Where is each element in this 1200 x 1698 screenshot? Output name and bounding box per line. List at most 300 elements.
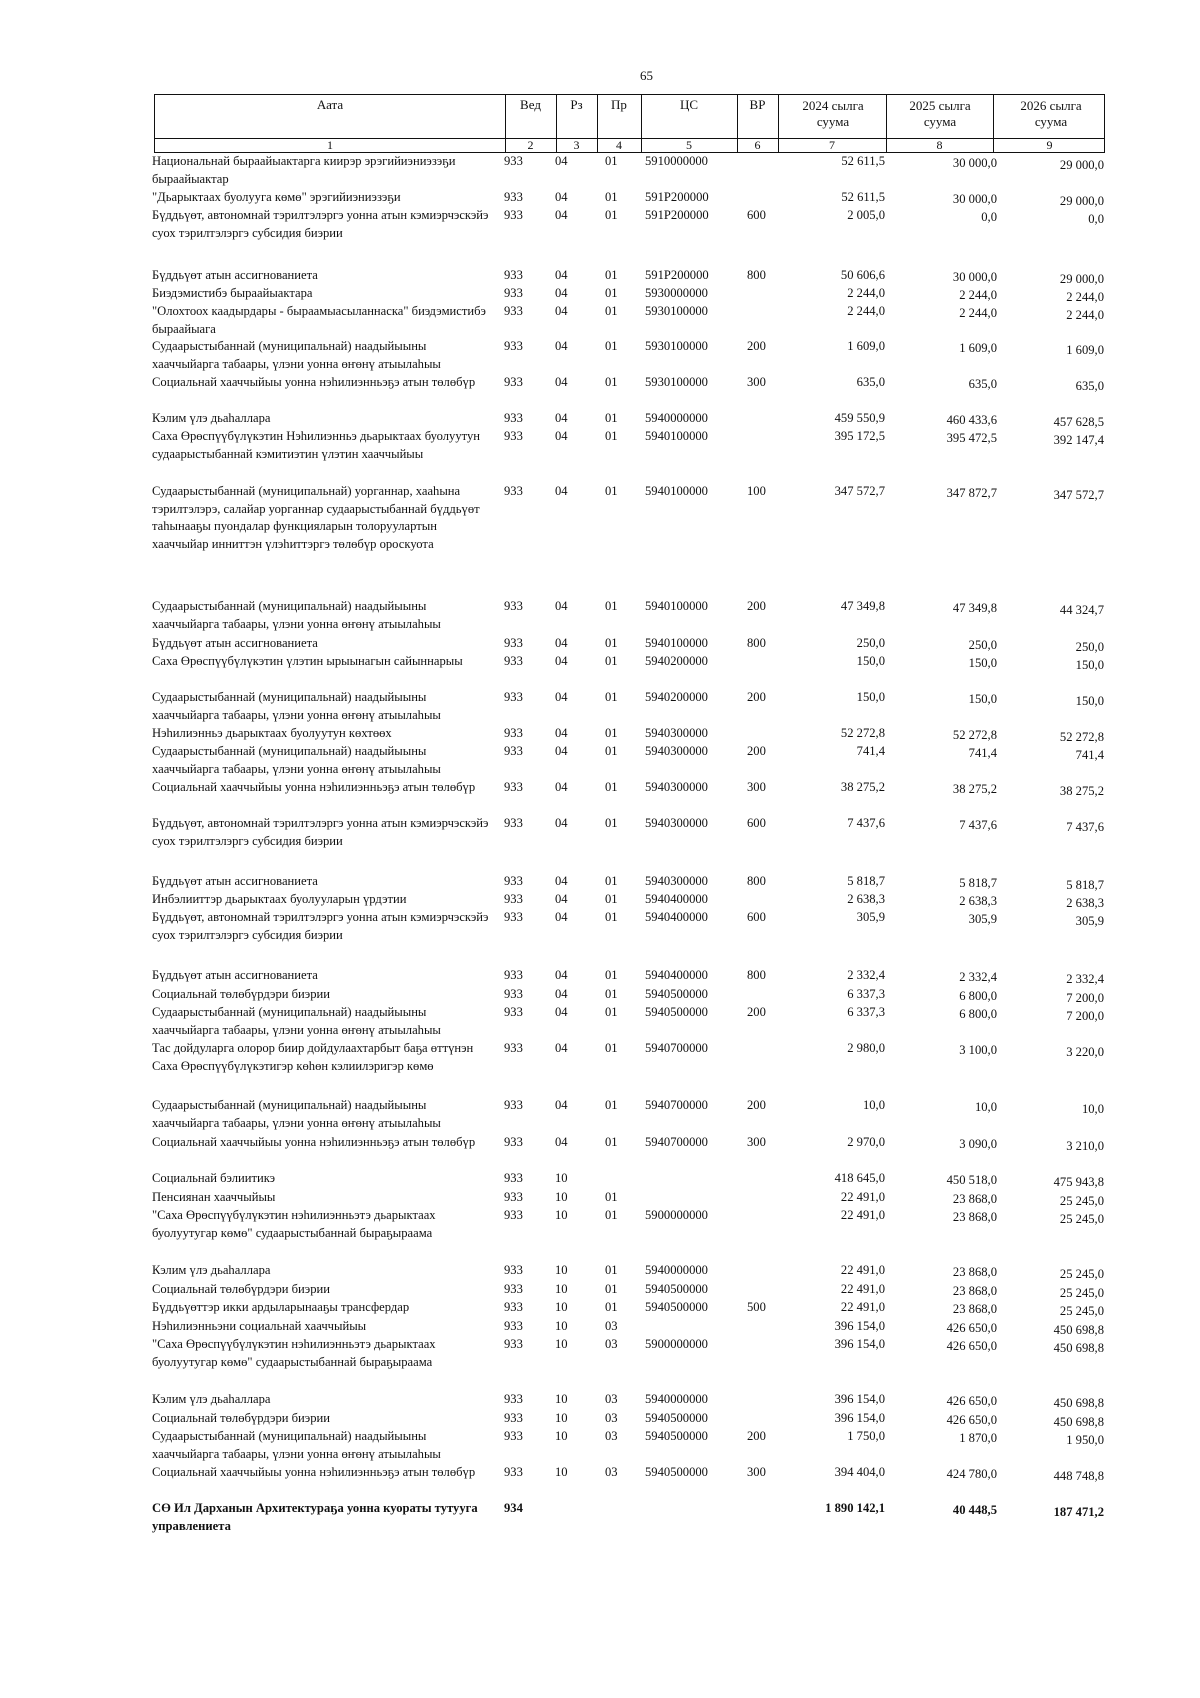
cell-ved: 933: [504, 910, 523, 924]
cell-rz: 04: [555, 987, 568, 1001]
cell-ved: 933: [504, 484, 523, 498]
table-row: [0, 1170, 1200, 1189]
cell-2025: 347 872,7: [946, 486, 997, 500]
cell-pr: 03: [605, 1337, 618, 1351]
cell-2025: 38 275,2: [952, 782, 997, 796]
cell-cs: 5940300000: [645, 744, 708, 758]
cell-vr: 200: [747, 1429, 766, 1443]
header-vr: ВР: [749, 97, 766, 112]
cell-pr: 01: [605, 1208, 618, 1222]
cell-ved: 933: [504, 1263, 523, 1277]
cell-2024: 2 244,0: [847, 304, 885, 318]
table-row: [0, 1281, 1200, 1299]
cell-rz: 04: [555, 690, 568, 704]
cell-2026: 44 324,7: [1059, 603, 1104, 617]
cell-pr: 01: [605, 874, 618, 888]
table-row: [0, 967, 1200, 986]
cell-rz: 04: [555, 190, 568, 204]
cell-2025: 2 244,0: [959, 306, 997, 320]
column-number: 7: [829, 138, 835, 152]
table-row: [0, 1040, 1200, 1097]
cell-2026: 3 210,0: [1066, 1139, 1104, 1153]
cell-ved: 933: [504, 892, 523, 906]
cell-rz: 04: [555, 636, 568, 650]
row-name: Тас дойдуларга олорор биир дойдулаахтарбыт баҕа өттүнэн Саха Өрөспүүбүлүкэтигэр көһөн кэлиилэригэр көмө: [152, 1041, 474, 1073]
cell-2024: 635,0: [856, 375, 885, 389]
cell-ved: 933: [504, 1300, 523, 1314]
cell-2025: 10,0: [974, 1100, 997, 1114]
cell-2026: 25 245,0: [1059, 1267, 1104, 1281]
cell-pr: 01: [605, 910, 618, 924]
row-name: Бүддьүөт атын ассигнованиета: [152, 968, 318, 982]
cell-2024: 150,0: [856, 690, 885, 704]
cell-ved: 933: [504, 1171, 523, 1185]
cell-pr: 01: [605, 1282, 618, 1296]
table-row: [0, 189, 1200, 207]
table-row: [0, 153, 1200, 189]
column-number: 3: [573, 138, 580, 152]
cell-vr: 800: [747, 268, 766, 282]
cell-rz: 10: [555, 1282, 568, 1296]
cell-pr: 01: [605, 154, 618, 168]
column-number: 9: [1046, 138, 1053, 152]
cell-ved: 933: [504, 304, 523, 318]
cell-rz: 04: [555, 599, 568, 613]
cell-2025: 424 780,0: [946, 1467, 997, 1481]
row-name: Биэдэмистибэ быраайыактара: [152, 286, 313, 300]
cell-2024: 2 244,0: [847, 286, 885, 300]
header-rz: Рз: [570, 97, 583, 112]
cell-rz: 04: [555, 780, 568, 794]
row-name: Бүддьүөт, автономнай тэрилтэлэргэ уонна атын кэмиэрчэскэйэ суох тэрилтэлэргэ субсидия биэрии: [152, 208, 489, 240]
table-row: [0, 891, 1200, 909]
row-name: Нэһилиэнньэ дьарыктаах буолуутун көхтөөх: [152, 726, 392, 740]
table-row: [0, 635, 1200, 653]
cell-2026: 1 950,0: [1066, 1433, 1104, 1447]
cell-pr: 03: [605, 1429, 618, 1443]
cell-2024: 6 337,3: [847, 1005, 885, 1019]
cell-2024: 52 272,8: [840, 726, 885, 740]
cell-2026: 450 698,8: [1053, 1341, 1104, 1355]
cell-pr: 03: [605, 1392, 618, 1406]
cell-pr: 01: [605, 1300, 618, 1314]
row-name: Социальнай хааччыйыы уонна нэһилиэнньэҕэ атын төлөбүр: [152, 1465, 476, 1479]
cell-rz: 04: [555, 411, 568, 425]
cell-2024: 22 491,0: [840, 1263, 885, 1277]
cell-cs: 5940500000: [645, 1005, 708, 1019]
cell-rz: 04: [555, 816, 568, 830]
cell-2025: 2 244,0: [959, 288, 997, 302]
cell-ved: 933: [504, 968, 523, 982]
cell-2024: 347 572,7: [834, 484, 885, 498]
row-name: Судаарыстыбаннай (муниципальнай) наадыйыыны хааччыйарга табаары, үлэни уонна өҥөнү атыылаһыы: [152, 1005, 441, 1037]
cell-rz: 04: [555, 304, 568, 318]
cell-rz: 04: [555, 429, 568, 443]
cell-vr: 200: [747, 1098, 766, 1112]
cell-cs: 5940100000: [645, 636, 708, 650]
row-name: Бүддьүөт, автономнай тэрилтэлэргэ уонна атын кэмиэрчэскэйэ суох тэрилтэлэргэ субсидия биэрии: [152, 910, 489, 942]
cell-2024: 1 750,0: [847, 1429, 885, 1443]
cell-vr: 600: [747, 816, 766, 830]
cell-pr: 01: [605, 1263, 618, 1277]
cell-ved: 933: [504, 1098, 523, 1112]
row-name: Кэлим үлэ дьаһаллара: [152, 1263, 271, 1277]
column-number: 5: [686, 138, 692, 152]
cell-cs: 5930100000: [645, 339, 708, 353]
cell-2026: 475 943,8: [1053, 1175, 1104, 1189]
cell-2024: 1 609,0: [847, 339, 885, 353]
cell-cs: 591P200000: [645, 190, 709, 204]
cell-2026: 25 245,0: [1059, 1212, 1104, 1226]
cell-2026: 305,9: [1075, 914, 1104, 928]
cell-vr: 600: [747, 208, 766, 222]
cell-2024: 250,0: [856, 636, 885, 650]
cell-ved: 933: [504, 1429, 523, 1443]
cell-2026: 25 245,0: [1059, 1194, 1104, 1208]
cell-ved: 933: [504, 726, 523, 740]
cell-2024: 47 349,8: [840, 599, 885, 613]
cell-2024: 22 491,0: [840, 1300, 885, 1314]
table-row: [0, 338, 1200, 374]
cell-2025: 1 870,0: [959, 1431, 997, 1445]
cell-2025: 2 638,3: [959, 894, 997, 908]
cell-pr: 01: [605, 268, 618, 282]
cell-2025: 741,4: [968, 746, 997, 760]
cell-cs: 5940400000: [645, 892, 708, 906]
cell-rz: 04: [555, 654, 568, 668]
cell-vr: 300: [747, 375, 766, 389]
cell-pr: 01: [605, 208, 618, 222]
cell-2024: 5 818,7: [847, 874, 885, 888]
cell-2025: 250,0: [968, 638, 997, 652]
cell-2024: 395 172,5: [834, 429, 885, 443]
cell-ved: 933: [504, 874, 523, 888]
table-row: [0, 1336, 1200, 1391]
cell-cs: 5910000000: [645, 154, 708, 168]
cell-ved: 933: [504, 744, 523, 758]
table-body: [0, 153, 1200, 1536]
cell-2026: 450 698,8: [1053, 1415, 1104, 1429]
page-number: 65: [640, 68, 653, 83]
cell-cs: 5930100000: [645, 304, 708, 318]
cell-pr: 01: [605, 744, 618, 758]
cell-vr: 300: [747, 1465, 766, 1479]
table-row: [0, 1189, 1200, 1207]
cell-2025: 23 868,0: [952, 1192, 997, 1206]
cell-2026: 29 000,0: [1059, 158, 1104, 172]
cell-2025: 7 437,6: [959, 818, 997, 832]
cell-2026: 448 748,8: [1053, 1469, 1104, 1483]
row-name: Социальнай төлөбүрдэри биэрии: [152, 987, 330, 1001]
cell-2025: 1 609,0: [959, 341, 997, 355]
cell-2025: 47 349,8: [952, 601, 997, 615]
cell-2026: 3 220,0: [1066, 1045, 1104, 1059]
cell-pr: 01: [605, 1190, 618, 1204]
table-row: [0, 1262, 1200, 1281]
table-header: [154, 94, 1105, 153]
table-row: [0, 815, 1200, 873]
cell-pr: 01: [605, 286, 618, 300]
cell-ved: 933: [504, 1208, 523, 1222]
cell-2026: 25 245,0: [1059, 1286, 1104, 1300]
row-name: Судаарыстыбаннай (муниципальнай) наадыйыыны хааччыйарга табаары, үлэни уонна өҥөнү атыылаһыы: [152, 339, 441, 371]
cell-cs: 5940400000: [645, 968, 708, 982]
cell-ved: 933: [504, 268, 523, 282]
cell-2026: 52 272,8: [1059, 730, 1104, 744]
cell-rz: 04: [555, 1135, 568, 1149]
table-row: [0, 267, 1200, 285]
cell-2026: 741,4: [1075, 748, 1104, 762]
cell-2025: 150,0: [968, 656, 997, 670]
table-row: [0, 483, 1200, 598]
header-pr: Пр: [611, 97, 627, 112]
row-name: "Саха Өрөспүүбүлүкэтин нэһилиэнньэтэ дьарыктаах буолуутугар көмө" судаарыстыбаннай быраҕыраама: [152, 1208, 436, 1240]
cell-ved: 933: [504, 654, 523, 668]
cell-2024: 396 154,0: [834, 1337, 885, 1351]
cell-pr: 01: [605, 429, 618, 443]
cell-vr: 300: [747, 1135, 766, 1149]
cell-cs: 5940000000: [645, 1263, 708, 1277]
table-row: [0, 374, 1200, 410]
cell-cs: 5940100000: [645, 599, 708, 613]
cell-cs: 5940000000: [645, 411, 708, 425]
table-row: [0, 1134, 1200, 1170]
cell-2026: 29 000,0: [1059, 194, 1104, 208]
row-name: Социальнай хааччыйыы уонна нэһилиэнньэҕэ атын төлөбүр: [152, 780, 476, 794]
cell-2024: 418 645,0: [834, 1171, 885, 1185]
row-name: Социальнай төлөбүрдэри биэрии: [152, 1411, 330, 1425]
cell-ved: 933: [504, 1337, 523, 1351]
row-name: Бүддьүөт атын ассигнованиета: [152, 874, 318, 888]
row-name: Бүддьүөт атын ассигнованиета: [152, 636, 318, 650]
cell-2026: 2 244,0: [1066, 290, 1104, 304]
cell-cs: 5940300000: [645, 874, 708, 888]
cell-2025: 3 090,0: [959, 1137, 997, 1151]
cell-2025: 305,9: [968, 912, 997, 926]
cell-vr: 200: [747, 1005, 766, 1019]
table-row: [0, 303, 1200, 338]
cell-2024: 396 154,0: [834, 1392, 885, 1406]
cell-vr: 800: [747, 968, 766, 982]
cell-cs: 5940300000: [645, 816, 708, 830]
cell-vr: 200: [747, 690, 766, 704]
cell-pr: 01: [605, 780, 618, 794]
cell-2026: 150,0: [1075, 694, 1104, 708]
cell-rz: 10: [555, 1465, 568, 1479]
row-name: Бүддьүөт, автономнай тэрилтэлэргэ уонна атын кэмиэрчэскэйэ суох тэрилтэлэргэ субсидия биэрии: [152, 816, 489, 848]
row-name: Национальнай быраайыактарга киирэр эрэгийиэниэзэҕи быраайыактар: [152, 154, 456, 186]
cell-cs: 5940200000: [645, 654, 708, 668]
cell-rz: 10: [555, 1300, 568, 1314]
cell-cs: 5940100000: [645, 429, 708, 443]
column-number: 8: [936, 138, 943, 152]
cell-2025: 23 868,0: [952, 1265, 997, 1279]
cell-cs: 5940500000: [645, 1411, 708, 1425]
cell-2025: 3 100,0: [959, 1043, 997, 1057]
cell-2026: 250,0: [1075, 640, 1104, 654]
cell-2026: 0,0: [1088, 212, 1104, 226]
cell-ved: 933: [504, 339, 523, 353]
table-row: [0, 1410, 1200, 1428]
cell-pr: 01: [605, 599, 618, 613]
cell-pr: 03: [605, 1319, 618, 1333]
header-cs: ЦС: [679, 97, 699, 112]
cell-2026: 10,0: [1081, 1102, 1104, 1116]
cell-ved: 933: [504, 636, 523, 650]
cell-ved: 933: [504, 1190, 523, 1204]
table-row: [0, 986, 1200, 1004]
row-name: Кэлим үлэ дьаһаллара: [152, 411, 271, 425]
cell-ved: 933: [504, 1005, 523, 1019]
table-row: [0, 743, 1200, 779]
cell-2026: 450 698,8: [1053, 1323, 1104, 1337]
cell-2026: 187 471,2: [1053, 1505, 1104, 1519]
row-name: Саха Өрөспүүбүлүкэтин үлэтин ырыынагын сайыннарыы: [152, 654, 463, 668]
table-row: [0, 1207, 1200, 1262]
table-row: [0, 1391, 1200, 1410]
cell-2024: 396 154,0: [834, 1319, 885, 1333]
cell-ved: 933: [504, 599, 523, 613]
cell-rz: 10: [555, 1411, 568, 1425]
cell-vr: 800: [747, 874, 766, 888]
cell-cs: 5900000000: [645, 1208, 708, 1222]
row-name: Судаарыстыбаннай (муниципальнай) наадыйыыны хааччыйарга табаары, үлэни уонна өҥөнү атыылаһыы: [152, 599, 441, 631]
column-number: 2: [527, 138, 534, 152]
cell-vr: 800: [747, 636, 766, 650]
cell-2025: 6 800,0: [959, 989, 997, 1003]
cell-2024: 52 611,5: [841, 154, 885, 168]
cell-cs: 591P200000: [645, 268, 709, 282]
row-name: СӨ Ил Дарханын Архитектураҕа уонна куораты тутууга управлениета: [152, 1501, 478, 1533]
cell-cs: 5900000000: [645, 1337, 708, 1351]
cell-ved: 934: [504, 1501, 523, 1515]
cell-cs: 5940500000: [645, 1465, 708, 1479]
cell-ved: 933: [504, 1135, 523, 1149]
cell-pr: 01: [605, 654, 618, 668]
cell-2024: 394 404,0: [834, 1465, 885, 1479]
cell-pr: 01: [605, 636, 618, 650]
header-year-2024: 2024 сылга суума: [802, 98, 864, 129]
cell-cs: 5940400000: [645, 910, 708, 924]
cell-2025: 5 818,7: [959, 876, 997, 890]
cell-ved: 933: [504, 429, 523, 443]
cell-vr: 200: [747, 339, 766, 353]
cell-rz: 10: [555, 1337, 568, 1351]
cell-cs: 5930100000: [645, 375, 708, 389]
table-row: [0, 1464, 1200, 1500]
cell-pr: 03: [605, 1465, 618, 1479]
cell-ved: 933: [504, 1465, 523, 1479]
cell-rz: 10: [555, 1429, 568, 1443]
cell-pr: 01: [605, 968, 618, 982]
cell-pr: 01: [605, 892, 618, 906]
cell-2025: 635,0: [968, 377, 997, 391]
cell-2024: 2 638,3: [847, 892, 885, 906]
cell-rz: 04: [555, 1005, 568, 1019]
row-name: Нэһилиэнньэни социальнай хааччыйыы: [152, 1319, 367, 1333]
table-row: [0, 1428, 1200, 1464]
cell-pr: 01: [605, 339, 618, 353]
table-row: [0, 873, 1200, 891]
cell-ved: 933: [504, 1411, 523, 1425]
cell-2024: 22 491,0: [840, 1190, 885, 1204]
table-row: [0, 1004, 1200, 1040]
table-row: [0, 428, 1200, 483]
table-row: [0, 1097, 1200, 1134]
cell-rz: 04: [555, 874, 568, 888]
cell-rz: 04: [555, 968, 568, 982]
cell-rz: 04: [555, 910, 568, 924]
cell-2024: 1 890 142,1: [825, 1501, 885, 1515]
cell-2024: 2 970,0: [847, 1135, 885, 1149]
cell-ved: 933: [504, 286, 523, 300]
row-name: Судаарыстыбаннай (муниципальнай) уорганнар, хааһына тэрилтэлэрэ, салайар уорганнар судаарыстыбаннай бүддьүөт таһынааҕы пуондалар функцияларын толоруулартын хааччыйар инниттэн үлэһиттэргэ төлөбүр ороскуота: [152, 484, 480, 551]
row-name: "Олохтоох каадырдары - быраамыасыланнаска" биэдэмистибэ быраайыага: [152, 304, 486, 336]
row-name: "Саха Өрөспүүбүлүкэтин нэһилиэнньэтэ дьарыктаах буолуутугар көмө" судаарыстыбаннай быраҕыраама: [152, 1337, 436, 1369]
cell-2024: 2 005,0: [847, 208, 885, 222]
cell-vr: 300: [747, 780, 766, 794]
cell-rz: 10: [555, 1208, 568, 1222]
cell-pr: 01: [605, 690, 618, 704]
cell-vr: 200: [747, 744, 766, 758]
cell-pr: 01: [605, 1005, 618, 1019]
cell-ved: 933: [504, 154, 523, 168]
cell-rz: 10: [555, 1263, 568, 1277]
cell-ved: 933: [504, 816, 523, 830]
cell-rz: 04: [555, 268, 568, 282]
cell-2026: 29 000,0: [1059, 272, 1104, 286]
cell-2025: 426 650,0: [946, 1339, 997, 1353]
cell-rz: 10: [555, 1171, 568, 1185]
cell-pr: 01: [605, 304, 618, 318]
cell-2024: 459 550,9: [834, 411, 885, 425]
cell-rz: 04: [555, 208, 568, 222]
cell-rz: 04: [555, 375, 568, 389]
cell-2026: 7 200,0: [1066, 1009, 1104, 1023]
cell-2026: 347 572,7: [1053, 488, 1104, 502]
table-row: [0, 1299, 1200, 1318]
cell-2025: 426 650,0: [946, 1321, 997, 1335]
cell-pr: 01: [605, 1098, 618, 1112]
column-number: 6: [754, 138, 761, 152]
cell-2024: 7 437,6: [847, 816, 885, 830]
row-name: Бүддьүөттэр икки ардыларынааҕы трансфердар: [152, 1300, 410, 1314]
cell-rz: 04: [555, 744, 568, 758]
row-name: Судаарыстыбаннай (муниципальнай) наадыйыыны хааччыйарга табаары, үлэни уонна өҥөнү атыылаһыы: [152, 1429, 441, 1461]
cell-vr: 200: [747, 599, 766, 613]
cell-2025: 395 472,5: [946, 431, 997, 445]
cell-2024: 741,4: [856, 744, 885, 758]
cell-rz: 04: [555, 1098, 568, 1112]
cell-2025: 150,0: [968, 692, 997, 706]
cell-rz: 04: [555, 726, 568, 740]
cell-rz: 04: [555, 286, 568, 300]
cell-cs: 5940000000: [645, 1392, 708, 1406]
cell-cs: 5930000000: [645, 286, 708, 300]
cell-2026: 457 628,5: [1053, 415, 1104, 429]
header-year-2025: 2025 сылга суума: [909, 98, 971, 129]
cell-cs: 5940500000: [645, 1300, 708, 1314]
table-row: [0, 207, 1200, 267]
table-row: [0, 653, 1200, 689]
cell-2024: 22 491,0: [840, 1282, 885, 1296]
cell-rz: 04: [555, 892, 568, 906]
table-row: [0, 725, 1200, 743]
cell-2024: 38 275,2: [840, 780, 885, 794]
cell-2024: 6 337,3: [847, 987, 885, 1001]
table-row: [0, 1318, 1200, 1336]
cell-ved: 933: [504, 190, 523, 204]
